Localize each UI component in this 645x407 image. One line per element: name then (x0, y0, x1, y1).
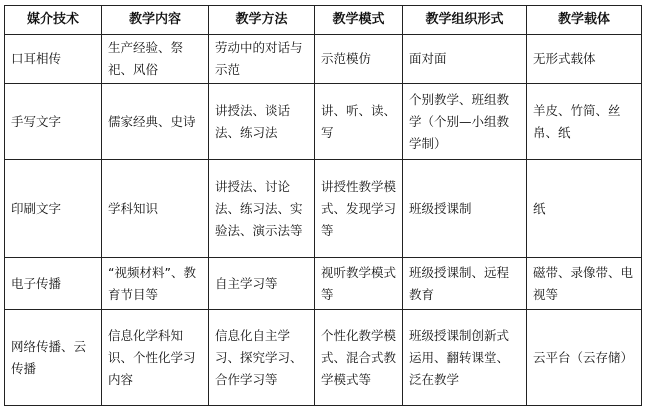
table-row (5, 35, 642, 84)
media-teaching-table (4, 5, 642, 406)
header-content: 教学内容 (102, 6, 209, 35)
cell-mode: 示范模仿 (315, 35, 403, 84)
cell-carrier: 云平台（云存储） (527, 310, 642, 406)
cell-media-tech: 手写文字 (5, 84, 102, 160)
header-row (5, 6, 642, 35)
cell-content: 学科知识 (102, 160, 209, 258)
cell-mode: 视听教学模式等 (315, 258, 403, 310)
cell-carrier: 无形式载体 (527, 35, 642, 84)
cell-mode: 个性化教学模式、混合式教学模式等 (315, 310, 403, 406)
cell-method: 讲授法、讨论法、练习法、实验法、演示法等 (209, 160, 315, 258)
cell-organization: 面对面 (403, 35, 527, 84)
cell-mode: 讲授性教学模式、发现学习等 (315, 160, 403, 258)
cell-content: 信息化学科知识、个性化学习内容 (102, 310, 209, 406)
table-row (5, 258, 642, 310)
cell-carrier: 磁带、录像带、电视等 (527, 258, 642, 310)
cell-content: 儒家经典、史诗 (102, 84, 209, 160)
cell-mode: 讲、听、读、写 (315, 84, 403, 160)
cell-organization: 个别教学、班组教学（个别—小组教学制） (403, 84, 527, 160)
cell-method: 讲授法、谈话法、练习法 (209, 84, 315, 160)
cell-organization: 班级授课制、远程教育 (403, 258, 527, 310)
cell-media-tech: 印刷文字 (5, 160, 102, 258)
cell-method: 信息化自主学习、探究学习、合作学习等 (209, 310, 315, 406)
cell-organization: 班级授课制 (403, 160, 527, 258)
cell-carrier: 羊皮、竹简、丝帛、纸 (527, 84, 642, 160)
table-body (5, 35, 642, 406)
header-mode: 教学模式 (315, 6, 403, 35)
cell-content: “视频材料”、教育节目等 (102, 258, 209, 310)
cell-media-tech: 口耳相传 (5, 35, 102, 84)
cell-organization: 班级授课制创新式运用、翻转课堂、泛在教学 (403, 310, 527, 406)
table-row (5, 310, 642, 406)
table-header (5, 6, 642, 35)
table-row (5, 160, 642, 258)
cell-media-tech: 网络传播、云传播 (5, 310, 102, 406)
header-organization: 教学组织形式 (403, 6, 527, 35)
table-row (5, 84, 642, 160)
header-carrier: 教学载体 (527, 6, 642, 35)
cell-carrier: 纸 (527, 160, 642, 258)
header-media-tech: 媒介技术 (5, 6, 102, 35)
cell-content: 生产经验、祭祀、风俗 (102, 35, 209, 84)
cell-method: 自主学习等 (209, 258, 315, 310)
cell-media-tech: 电子传播 (5, 258, 102, 310)
header-method: 教学方法 (209, 6, 315, 35)
cell-method: 劳动中的对话与示范 (209, 35, 315, 84)
